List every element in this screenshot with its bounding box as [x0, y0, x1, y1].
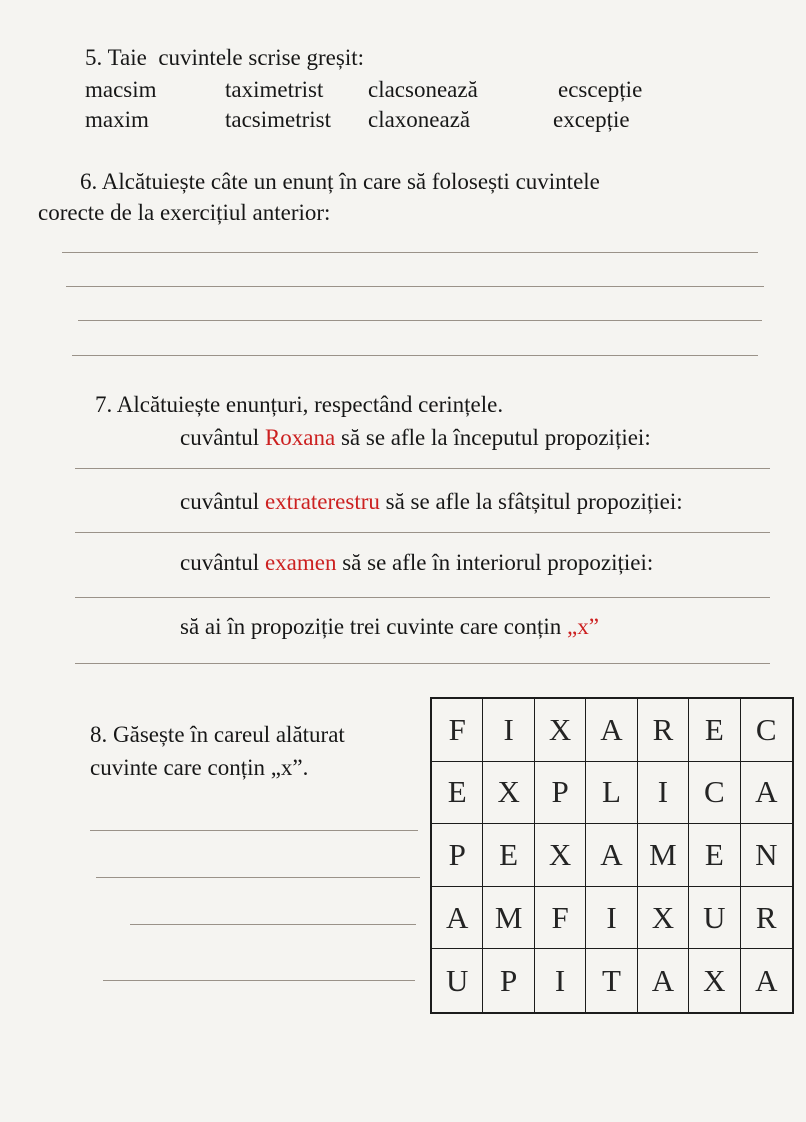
exercise5-word: ecscepție [558, 77, 643, 102]
exercise7-item-2-pre: cuvântul [180, 489, 265, 514]
exercise7-item-3-keyword: examen [264, 550, 337, 575]
exercise5-word: macsim [85, 77, 157, 102]
grid-cell: E [689, 824, 740, 887]
grid-cell: X [535, 699, 586, 762]
answer-line [130, 924, 416, 925]
exercise5-word: tacsimetrist [225, 107, 332, 132]
exercise5-word: clacsonează [368, 77, 478, 102]
grid-cell: R [638, 699, 689, 762]
grid-cell: U [689, 887, 740, 950]
grid-cell: L [586, 762, 637, 825]
grid-cell: A [586, 699, 637, 762]
exercise7-item-1-pre: cuvântul [180, 425, 265, 450]
exercise5-word: maxim [85, 107, 149, 132]
exercise5-word: claxonează [368, 107, 471, 132]
grid-cell: E [689, 699, 740, 762]
grid-cell: X [483, 762, 534, 825]
exercise7-item-3-pre: cuvântul [180, 550, 265, 575]
grid-cell: E [432, 762, 483, 825]
grid-cell: X [638, 887, 689, 950]
grid-cell: T [586, 949, 637, 1012]
grid-cell: C [689, 762, 740, 825]
grid-cell: A [586, 824, 637, 887]
answer-line [75, 597, 770, 598]
exercise5-title: 5. Taie cuvintele scrise greșit: [85, 45, 364, 70]
answer-line [75, 468, 770, 469]
grid-cell: R [741, 887, 792, 950]
grid-cell: A [741, 762, 792, 825]
grid-cell: X [689, 949, 740, 1012]
answer-line [96, 877, 420, 878]
grid-cell: E [483, 824, 534, 887]
grid-cell: I [586, 887, 637, 950]
grid-cell: M [483, 887, 534, 950]
exercise8-title-line1: 8. Găsește în careul alăturat [90, 722, 345, 747]
grid-cell: I [638, 762, 689, 825]
exercise7-item-2 [180, 488, 683, 517]
exercise7-title: 7. Alcătuiește enunțuri, respectând cerințele. [95, 392, 504, 417]
grid-cell: I [483, 699, 534, 762]
grid-cell: A [755, 962, 778, 998]
exercise5-word: excepție [553, 107, 630, 132]
answer-line [62, 252, 758, 253]
answer-line [66, 286, 764, 287]
exercise6-title-line1: 6. Alcătuiește câte un enunț în care să folosești cuvintele [80, 169, 600, 194]
grid-cell: X [535, 824, 586, 887]
exercise6-title-line2: corecte de la exercițiul anterior: [38, 200, 331, 225]
grid-cell: A [638, 949, 689, 1012]
exercise8-title-line2: cuvinte care conțin „x”. [90, 755, 309, 780]
grid-cell: F [535, 887, 586, 950]
exercise7-item-1-keyword: Roxana [264, 425, 336, 450]
grid-cell: N [741, 824, 792, 887]
answer-line [75, 663, 770, 664]
exercise7-item-1 [180, 424, 651, 453]
grid-cell: P [432, 824, 483, 887]
exercise7-item-1-post: să se afle la începutul propoziției: [335, 425, 651, 450]
exercise7-item-4 [180, 613, 599, 642]
answer-line [90, 830, 418, 831]
exercise7-item-3-post: să se afle în interiorul propoziției: [336, 550, 654, 575]
grid-cell: P [535, 762, 586, 825]
answer-line [103, 980, 415, 981]
letter-grid [430, 697, 794, 1014]
grid-cell: U [432, 949, 483, 1012]
grid-cell: C [741, 699, 792, 762]
answer-line [78, 320, 762, 321]
exercise5-word: taximetrist [225, 77, 324, 102]
grid-cell: I [535, 949, 586, 1012]
exercise7-item-3 [180, 549, 653, 578]
grid-cell: A [432, 887, 483, 950]
exercise7-item-4-pre: să ai în propoziție trei cuvinte care conțin [180, 614, 568, 639]
grid-cell: F [432, 699, 483, 762]
exercise7-item-2-post: să se afle la sfâtșitul propoziției: [379, 489, 683, 514]
grid-cell: M [638, 824, 689, 887]
exercise7-item-2-keyword: extraterestru [264, 489, 380, 514]
grid-cell: P [483, 949, 534, 1012]
answer-line [75, 532, 770, 533]
exercise7-item-4-keyword: „x” [567, 614, 599, 639]
answer-line [72, 355, 758, 356]
